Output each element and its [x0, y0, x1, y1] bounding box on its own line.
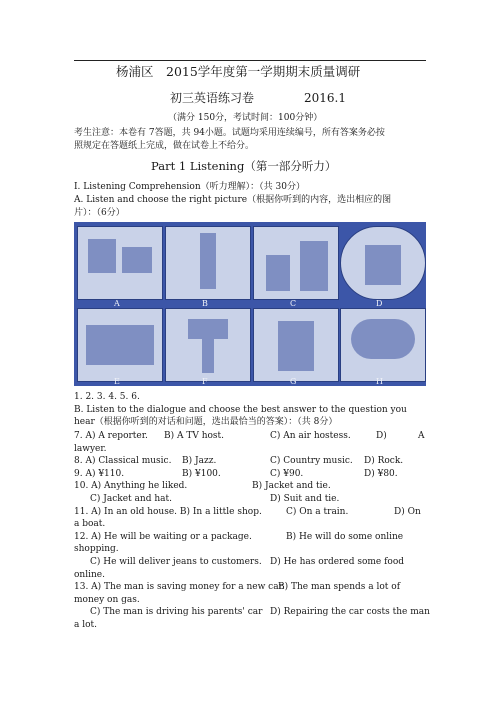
picture-label-d: D — [376, 299, 383, 308]
question-12-cont-2: online. — [74, 569, 105, 580]
exam-title: 杨浦区 2015学年度第一学期期末质量调研 — [116, 64, 361, 79]
question-10 — [74, 480, 426, 493]
part-heading: Part 1 Listening（第一部分听力） — [151, 159, 337, 173]
notice-line-1: 考生注意：本卷有 7答题，共 94小题。试题均采用连续编号，所有答案务必按 — [74, 128, 385, 138]
picture-panel-b — [165, 226, 251, 300]
picture-panel-a — [77, 226, 163, 300]
q9-option-c: C) ¥90. — [270, 468, 304, 479]
picture-panel-h — [340, 308, 426, 382]
picture-label-c: C — [290, 299, 297, 308]
q7-option-b: B) A TV host. — [164, 431, 225, 441]
exam-meta: （满分 150分，考试时间：100分钟） — [168, 113, 323, 123]
question-12 — [74, 531, 426, 544]
q7-option-c: C) An air hostess. — [270, 431, 351, 441]
picture-label-b: B — [202, 299, 208, 308]
section-a-line-1: A. Listen and choose the right picture（根据你听到的内容，选出相应的图 — [74, 195, 392, 205]
picture-panel-f — [165, 308, 251, 382]
q13-option-a: 13. A) The man is saving money for a new car. — [74, 582, 285, 593]
question-10-cont — [74, 493, 426, 506]
question-13 — [74, 581, 426, 594]
q12-option-b: B) He will do some online — [286, 531, 404, 542]
notice-line-2: 照规定在答题纸上完成，做在试卷上不给分。 — [74, 141, 255, 151]
question-list — [74, 430, 430, 632]
q9-option-d: D) ¥80. — [364, 468, 398, 479]
picture-panel-c — [253, 226, 339, 300]
picture-label-a: A — [114, 299, 120, 308]
section-a-line-2: 片）：（6分） — [74, 208, 125, 218]
q10-option-a: 10. A) Anything he liked. — [74, 481, 188, 492]
exam-subtitle: 初三英语练习卷 — [170, 91, 255, 105]
section-b-line-2: hear（根据你听到的对话和问题，选出最恰当的答案）：（共 8分） — [74, 417, 338, 427]
q12-option-d: D) He has ordered some food — [270, 556, 405, 567]
question-8 — [74, 455, 426, 468]
q9-option-b: B) ¥100. — [182, 468, 221, 479]
q10-option-d: D) Suit and tie. — [270, 493, 340, 504]
header-rule — [74, 60, 426, 61]
q8-option-c: C) Country music. — [270, 456, 353, 467]
q10-option-b: B) Jacket and tie. — [252, 481, 331, 492]
picture-panel-d — [340, 226, 426, 300]
question-11-cont: a boat. — [74, 519, 106, 530]
q8-option-d: D) Rock. — [364, 456, 404, 467]
question-12-cd — [74, 556, 426, 569]
q13-option-d: D) Repairing the car costs the man — [270, 607, 430, 618]
picture-label-g: G — [290, 377, 297, 386]
listening-pictures — [74, 222, 426, 386]
q7-option-d: D) — [376, 431, 387, 441]
q9-option-a: 9. A) ¥110. — [74, 468, 125, 479]
q8-option-a: 8. A) Classical music. — [74, 456, 172, 467]
picture-panel-e — [77, 308, 163, 382]
section-b-line-1: B. Listen to the dialogue and choose the best answer to the question you — [74, 405, 407, 415]
question-7 — [74, 430, 426, 443]
picture-label-e: E — [114, 377, 120, 386]
section-1-heading: I. Listening Comprehension（听力理解）：（共 30分） — [74, 182, 305, 192]
q11-option-d: D) On — [394, 506, 421, 517]
question-9 — [74, 468, 426, 481]
question-11 — [74, 506, 426, 519]
q8-option-b: B) Jazz. — [182, 456, 217, 467]
q13-option-c: C) The man is driving his parents' car — [90, 607, 263, 618]
question-12-cont: shopping. — [74, 544, 119, 555]
exam-year: 2016.1 — [304, 91, 346, 105]
question-7-cont: lawyer. — [74, 443, 107, 454]
answer-blanks: 1. 2. 3. 4. 5. 6. — [74, 392, 140, 402]
picture-label-h: H — [376, 377, 383, 386]
question-13-cont-2: a lot. — [74, 619, 98, 630]
question-13-cont: money on gas. — [74, 594, 140, 605]
question-13-cd — [74, 606, 430, 619]
q12-option-c: C) He will deliver jeans to customers. — [90, 556, 262, 567]
q7-option-d-text: A — [418, 431, 425, 441]
q13-option-b: B) The man spends a lot of — [278, 582, 401, 593]
q11-option-ab: 11. A) In an old house. B) In a little shop. — [74, 506, 262, 517]
picture-panel-g — [253, 308, 339, 382]
q7-option-a: 7. A) A reporter. — [74, 431, 148, 441]
picture-label-f: F — [202, 377, 208, 386]
q10-option-c: C) Jacket and hat. — [90, 493, 172, 504]
q12-option-a: 12. A) He will be waiting or a package. — [74, 531, 252, 542]
q11-option-c: C) On a train. — [286, 506, 349, 517]
